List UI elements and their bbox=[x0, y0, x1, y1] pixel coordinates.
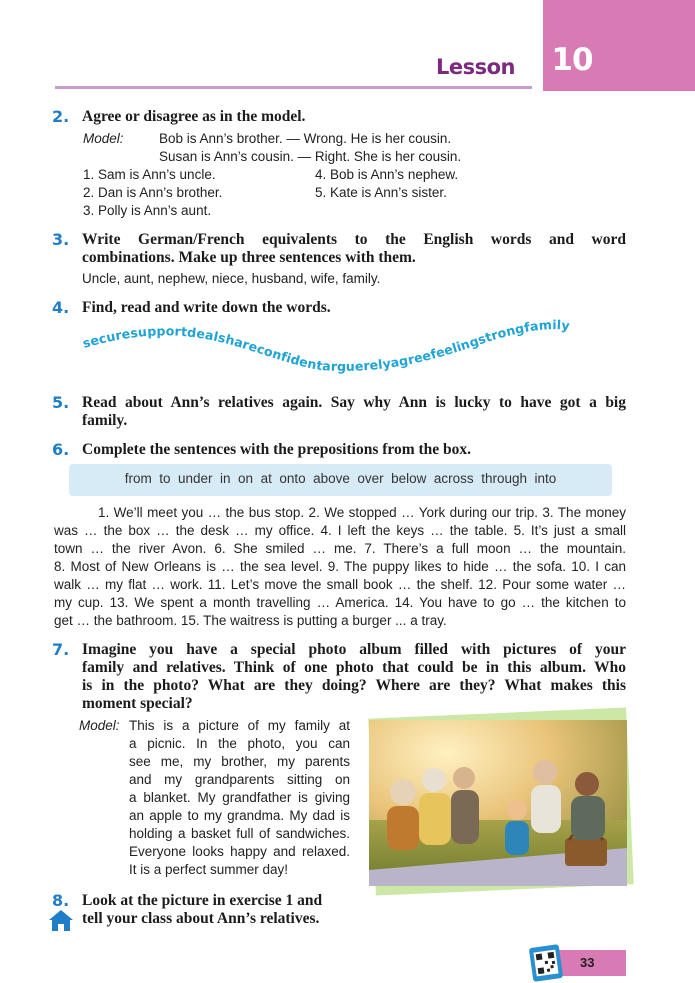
exercise-7-instruction: moment special? bbox=[82, 695, 193, 712]
exercise-7-model-line: see me, my brother, my parents bbox=[129, 754, 350, 769]
exercise-3-instruction: Write German/French equivalents to the English words and word bbox=[82, 231, 626, 248]
svg-text:securesupportdealshareconfiden bbox=[81, 317, 571, 374]
exercise-3-words: Uncle, aunt, nephew, niece, husband, wife, family. bbox=[82, 271, 381, 286]
exercise-7-instruction: is in the photo? What are they doing? Where are they? What makes this bbox=[82, 677, 626, 694]
header-rule bbox=[55, 86, 532, 89]
exercise-6-line: get … the bathroom. 15. The waitress is putting a burger ... a tray. bbox=[54, 613, 447, 628]
exercise-8-number: 8. bbox=[52, 891, 70, 910]
exercise-7-model-line: Everyone looks happy and relaxed. bbox=[129, 844, 350, 859]
lesson-number: 10 bbox=[551, 42, 593, 78]
exercise-7-model-line: holding a basket full of sandwiches. bbox=[129, 826, 350, 841]
qr-code-icon bbox=[528, 944, 564, 982]
word-snake-text: securesupportdealshareconfidentarguerelyagreefeelingstrongfamily bbox=[80, 316, 571, 374]
word-snake bbox=[80, 312, 575, 382]
exercise-7-model-line: and my grandparents sitting on bbox=[129, 772, 350, 787]
exercise-3-instruction: combinations. Make up three sentences with them. bbox=[82, 249, 416, 266]
exercise-7-instruction: family and relatives. Think of one photo that could be in this album. Who bbox=[82, 659, 626, 676]
exercise-5-number: 5. bbox=[52, 393, 70, 412]
exercise-4-instruction: Find, read and write down the words. bbox=[82, 299, 331, 316]
exercise-6-line: town … the river Avon. 6. She smiled … me. 7. There’s a full moon … the mountain. bbox=[54, 541, 626, 556]
exercise-5-instruction: Read about Ann’s relatives again. Say why Ann is lucky to have got a big bbox=[82, 394, 626, 411]
exercise-5-instruction: family. bbox=[82, 412, 128, 429]
exercise-7-model-line: a picnic. In the photo, you can bbox=[129, 736, 350, 751]
exercise-2-model-label: Model: bbox=[83, 131, 124, 146]
exercise-2-item: 2. Dan is Ann’s brother. bbox=[83, 185, 223, 200]
exercise-6-instruction: Complete the sentences with the prepositions from the box. bbox=[82, 441, 472, 458]
exercise-7-model-line: a blanket. My grandfather is giving bbox=[129, 790, 350, 805]
exercise-4-number: 4. bbox=[52, 298, 70, 317]
exercise-2-model-line: Bob is Ann’s brother. — Wrong. He is her cousin. bbox=[159, 131, 452, 146]
exercise-8-instruction: Look at the picture in exercise 1 and bbox=[82, 892, 323, 909]
exercise-7-model-label: Model: bbox=[79, 718, 120, 733]
exercise-7-model-line: It is a perfect summer day! bbox=[129, 862, 289, 877]
exercise-8-instruction: tell your class about Ann’s relatives. bbox=[82, 910, 320, 927]
exercise-6-line: 1. We’ll meet you … the bus stop. 2. We stopped … York during our trip. 3. The money bbox=[98, 505, 626, 520]
exercise-6-number: 6. bbox=[52, 440, 70, 459]
lesson-label: Lesson bbox=[436, 55, 516, 79]
exercise-3-number: 3. bbox=[52, 230, 70, 249]
exercise-7-instruction: Imagine you have a special photo album filled with pictures of your bbox=[82, 641, 626, 658]
family-picnic-photo bbox=[369, 720, 627, 886]
page-number: 33 bbox=[580, 955, 595, 970]
home-icon bbox=[48, 908, 74, 932]
exercise-6-line: walk … my flat … work. 11. Let’s move the small book … the shelf. 12. Pour some water … bbox=[54, 577, 626, 592]
exercise-2-item: 3. Polly is Ann’s aunt. bbox=[83, 203, 212, 218]
exercise-2-instruction: Agree or disagree as in the model. bbox=[82, 108, 306, 125]
exercise-6-line: my cup. 13. We spent a month travelling … America. 14. You have to go … the kitchen to bbox=[54, 595, 626, 610]
exercise-6-line: was … the box … the desk … my office. 4. I left the keys … the table. 5. It’s just a small bbox=[54, 523, 626, 538]
exercise-6-line: 8. Most of New Orleans is … the sea level. 9. The puppy likes to hide … the sofa. 10. I can bbox=[54, 559, 626, 574]
exercise-2-item: 5. Kate is Ann’s sister. bbox=[315, 185, 447, 200]
exercise-2-model-line: Susan is Ann’s cousin. — Right. She is her cousin. bbox=[159, 149, 462, 164]
exercise-2-item: 1. Sam is Ann’s uncle. bbox=[83, 167, 216, 182]
exercise-7-model-line: an apple to my grandma. My dad is bbox=[129, 808, 350, 823]
exercise-2-item: 4. Bob is Ann’s nephew. bbox=[315, 167, 459, 182]
exercise-7-model-line: This is a picture of my family at bbox=[129, 718, 350, 733]
exercise-7-number: 7. bbox=[52, 640, 70, 659]
exercise-2-number: 2. bbox=[52, 107, 70, 126]
prepositions-list: from to under in on at onto above over below across through into bbox=[124, 471, 557, 486]
